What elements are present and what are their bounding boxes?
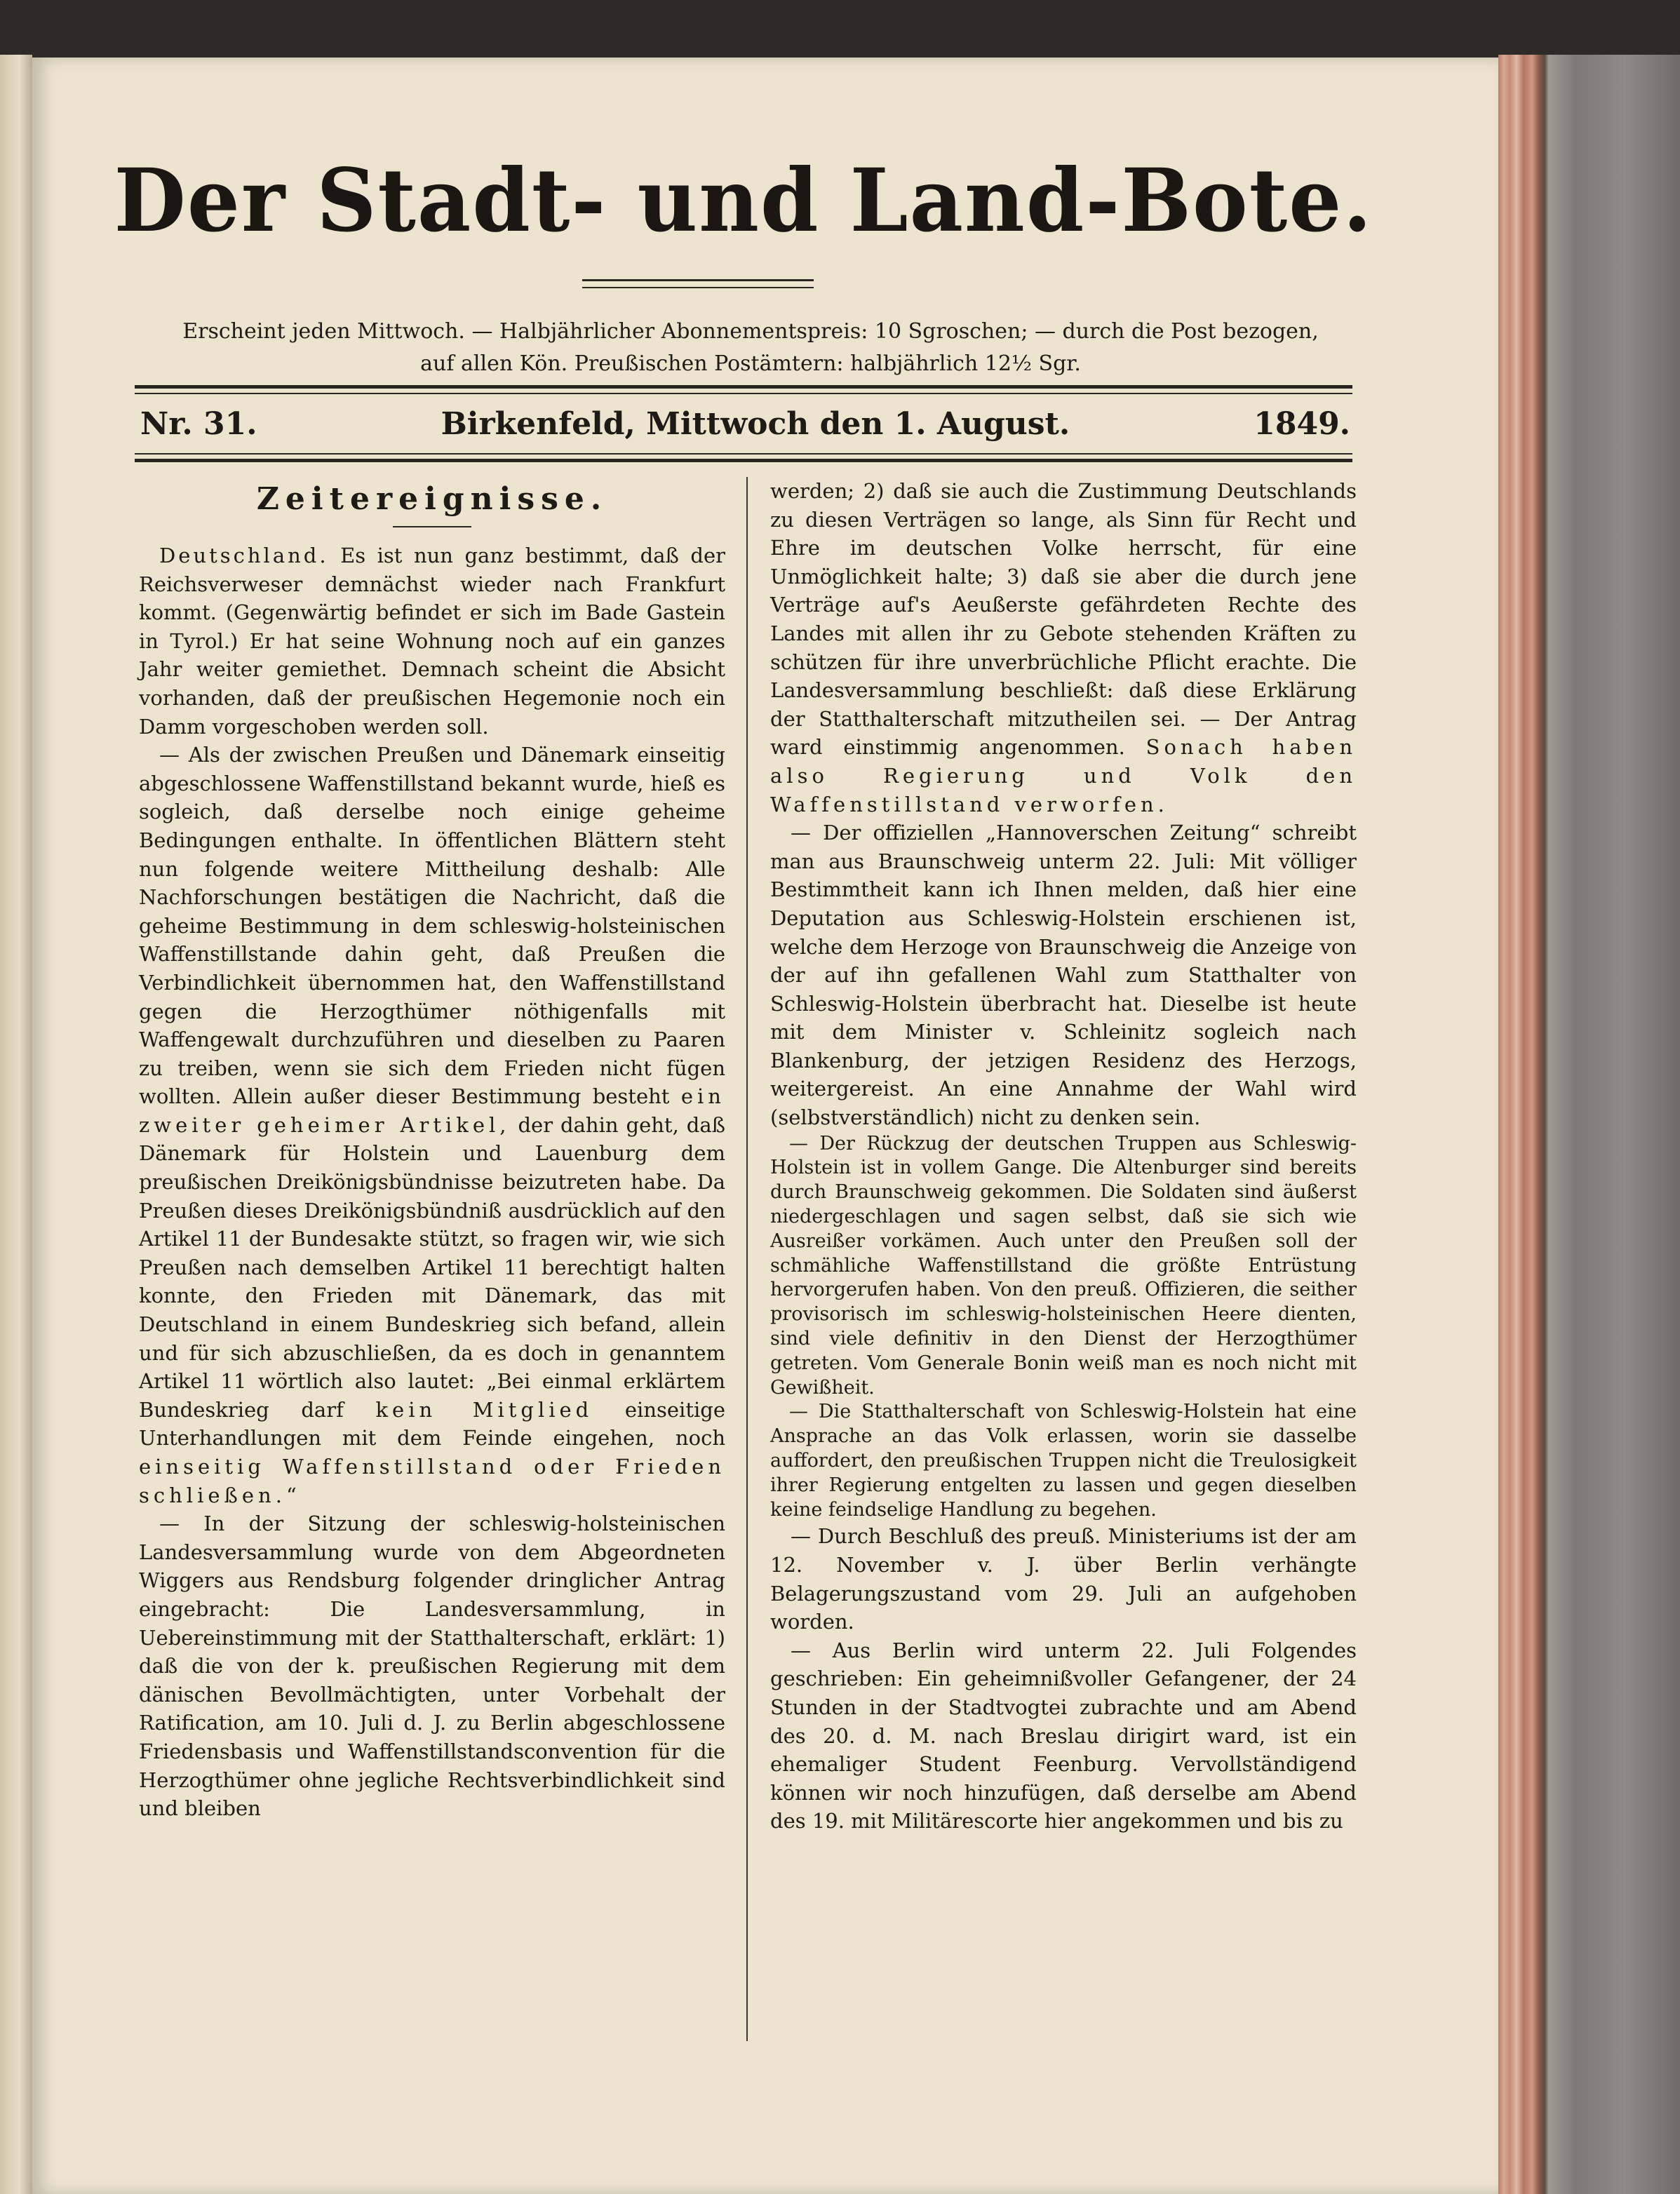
- header-rule-top-thin: [135, 393, 1352, 394]
- paragraph-statthalterschaft: — Die Statthalterschaft von Schleswig-Holstein hat eine Ansprache an das Volk erlassen, worin sie dasselbe auffordert, den preußischen Truppen nicht die Treulosigkeit ihrer Regierung entgelten zu lassen und gegen dieselben keine feindselige Handlung zu begehen.: [770, 1401, 1357, 1521]
- paragraph-deutschland: Deutschland. Es ist nun ganz bestimmt, daß der Reichsverweser demnächst wieder nach Frankfurt kommt. (Gegenwärtig befindet er sich im Bade Gastein in Tyrol.) Er hat seine Wohnung noch auf ein ganzes Jahr weiter gemiethet. Demnach scheint die Absicht vorhanden, daß der preußischen Hegemonie noch ein Damm vorgeschoben werden soll.: [139, 544, 725, 739]
- binding-top-edge: [0, 0, 1680, 58]
- title-underline: [582, 279, 814, 281]
- book-cover-edge: [1498, 55, 1680, 2194]
- paragraph-belagerungszustand: — Durch Beschluß des preuß. Ministeriums ist der am 12. November v. J. über Berlin verhängte Belagerungszustand vom 29. Juli an aufgehoben worden.: [770, 1524, 1357, 1634]
- heading-rule: [393, 526, 471, 527]
- issue-year: 1849.: [1254, 405, 1350, 442]
- paragraph-waffenstillstand: — Als der zwischen Preußen und Dänemark einseitig abgeschlossene Waffenstillstand bekannt wurde, hieß es sogleich, daß derselbe noch einige geheime Bedingungen enthalte. In öffentlichen Blättern steht nun folgende weitere Mittheilung deshalb: Alle Nachforschungen bestätigen die Nachricht, daß die geheime Bestimmung in dem schleswig-holsteinischen Waffenstillstande dahin geht, daß Preußen die Verbindlichkeit übernommen hat, den Waffenstillstand gegen die Herzogthümer nöthigenfalls mit Waffengewalt durchzuführen und dieselben zu Paaren zu treiben, wenn sie sich dem Frieden nicht fügen wollten. Allein außer dieser Bestimmung besteht ein zweiter geheimer Artikel, der dahin geht, daß Dänemark für Holstein und Lauenburg dem preußischen Dreikönigsbündnisse beizutreten habe. Da Preußen dieses Dreikönigsbündniß ausdrücklich auf den Artikel 11 der Bundesakte stützt, so fragen wir, wie sich Preußen nach demselben Artikel 11 berechtigt halten konnte, den Frieden mit Dänemark, das mit Deutschland in einem Bundeskrieg sich befand, allein und für sich abzuschließen, da es doch in genanntem Artikel 11 wörtlich also lautet: „Bei einmal erklärtem Bundeskrieg darf kein Mitglied einseitige Unterhandlungen mit dem Feinde eingehen, noch einseitig Waffenstillstand oder Frieden schließen.“: [139, 743, 726, 1507]
- header-rule-bottom-thin: [135, 453, 1352, 455]
- place-date: Birkenfeld, Mittwoch den 1. August.: [441, 405, 1070, 442]
- paragraph-lead: Deutschland.: [159, 544, 329, 567]
- newspaper-title: Der Stadt- und Land-Bote.: [114, 149, 1373, 251]
- paragraph-continuation: werden; 2) daß sie auch die Zustimmung Deutschlands zu diesen Verträgen so lange, als Sinn für Recht und Ehre im deutschen Volke herrscht, für eine Unmöglichkeit halte; 3) daß sie aber die durch jene Verträge auf's Aeußerste gefährdeten Rechte des Landes mit allen ihr zu Gebote stehenden Kräften zu schützen für ihre unverbrüchliche Pflicht erachte. Die Landesversammlung beschließt: daß diese Erklärung der Statthalterschaft mitzutheilen sei. — Der Antrag ward einstimmig angenommen. Sonach haben also Regierung und Volk den Waffenstillstand verworfen.: [770, 479, 1357, 816]
- dateline: [140, 401, 1350, 446]
- masthead: [105, 119, 1382, 281]
- left-column: [139, 477, 725, 1823]
- spaced-emphasis: ein zweiter geheimer Artikel,: [139, 1084, 725, 1137]
- paragraph-rueckzug: — Der Rückzug der deutschen Truppen aus Schleswig-Holstein ist in vollem Gange. Die Altenburger sind bereits durch Braunschweig gekommen. Die Soldaten sind äußerst niedergeschlagen und sagen selbst, daß sie sich wie Ausreißer vorkämen. Auch unter den Preußen soll der schmähliche Waffenstillstand die größte Entrüstung hervorgerufen haben. Von den preuß. Offizieren, die seither provisorisch im schleswig-holsteinischen Heere dienten, sind viele definitiv in den Dienst der Herzogthümer getreten. Vom Generale Bonin weiß man es noch nicht mit Gewißheit.: [770, 1132, 1357, 1399]
- subscription-notice: [130, 316, 1371, 380]
- title-underline-thin: [582, 287, 814, 288]
- issue-number: Nr. 31.: [140, 405, 257, 442]
- spaced-emphasis: einseitig Waffenstillstand oder Frieden schließen.: [139, 1455, 725, 1507]
- subscription-line-1: Erscheint jeden Mittwoch. — Halbjährlicher Abonnementspreis: 10 Sgroschen; — durch die Post bezogen,: [182, 319, 1319, 344]
- column-divider: [746, 477, 748, 2041]
- spaced-emphasis: Sonach haben also Regierung und Volk den Waffenstillstand verworfen.: [770, 735, 1357, 816]
- header-rule-bottom: [135, 459, 1352, 462]
- paragraph-berlin: — Aus Berlin wird unterm 22. Juli Folgendes geschrieben: Ein geheimnißvoller Gefangener, der 24 Stunden in der Stadtvogtei zubrachte und am Abend des 20. d. M. nach Breslau dirigirt ward, ist ein ehemaliger Student Feenburg. Vervollständigend können wir noch hinzufügen, daß derselbe am Abend des 19. mit Militärescorte hier angekommen und bis zu: [770, 1638, 1357, 1833]
- section-heading: Zeitereignisse.: [256, 481, 608, 517]
- header-rule-top: [135, 385, 1352, 389]
- paragraph-braunschweig: — Der offiziellen „Hannoverschen Zeitung“ schreibt man aus Braunschweig unterm 22. Juli: Mit völliger Bestimmtheit kann ich Ihnen melden, daß hier eine Deputation aus Schleswig-Holstein erschienen ist, welche dem Herzoge von Braunschweig die Anzeige von der auf ihn gefallenen Wahl zum Statthalter von Schleswig-Holstein überbracht hat. Dieselbe ist heute mit dem Minister v. Schleinitz sogleich nach Blankenburg, der jetzigen Residenz des Herzogs, weitergereist. An eine Annahme der Wahl wird (selbstverständlich) nicht zu denken sein.: [770, 821, 1357, 1130]
- facing-page-edge: [0, 55, 32, 2194]
- paragraph-landesversammlung: — In der Sitzung der schleswig-holsteinischen Landesversammlung wurde von dem Abgeordneten Wiggers aus Rendsburg folgender dringlicher Antrag eingebracht: Die Landesversammlung, in Uebereinstimmung mit der Statthalterschaft, erklärt: 1) daß die von der k. preußischen Regierung mit dem dänischen Bevollmächtigten, unter Vorbehalt der Ratification, am 10. Juli d. J. zu Berlin abgeschlossene Friedensbasis und Waffenstillstandsconvention für die Herzogthümer ohne jegliche Rechtsverbindlichkeit sind und bleiben: [139, 1512, 725, 1821]
- subscription-line-2: auf allen Kön. Preußischen Postämtern: halbjährlich 12½ Sgr.: [420, 351, 1081, 376]
- spaced-emphasis: kein Mitglied: [375, 1397, 593, 1422]
- right-column: [770, 477, 1357, 1836]
